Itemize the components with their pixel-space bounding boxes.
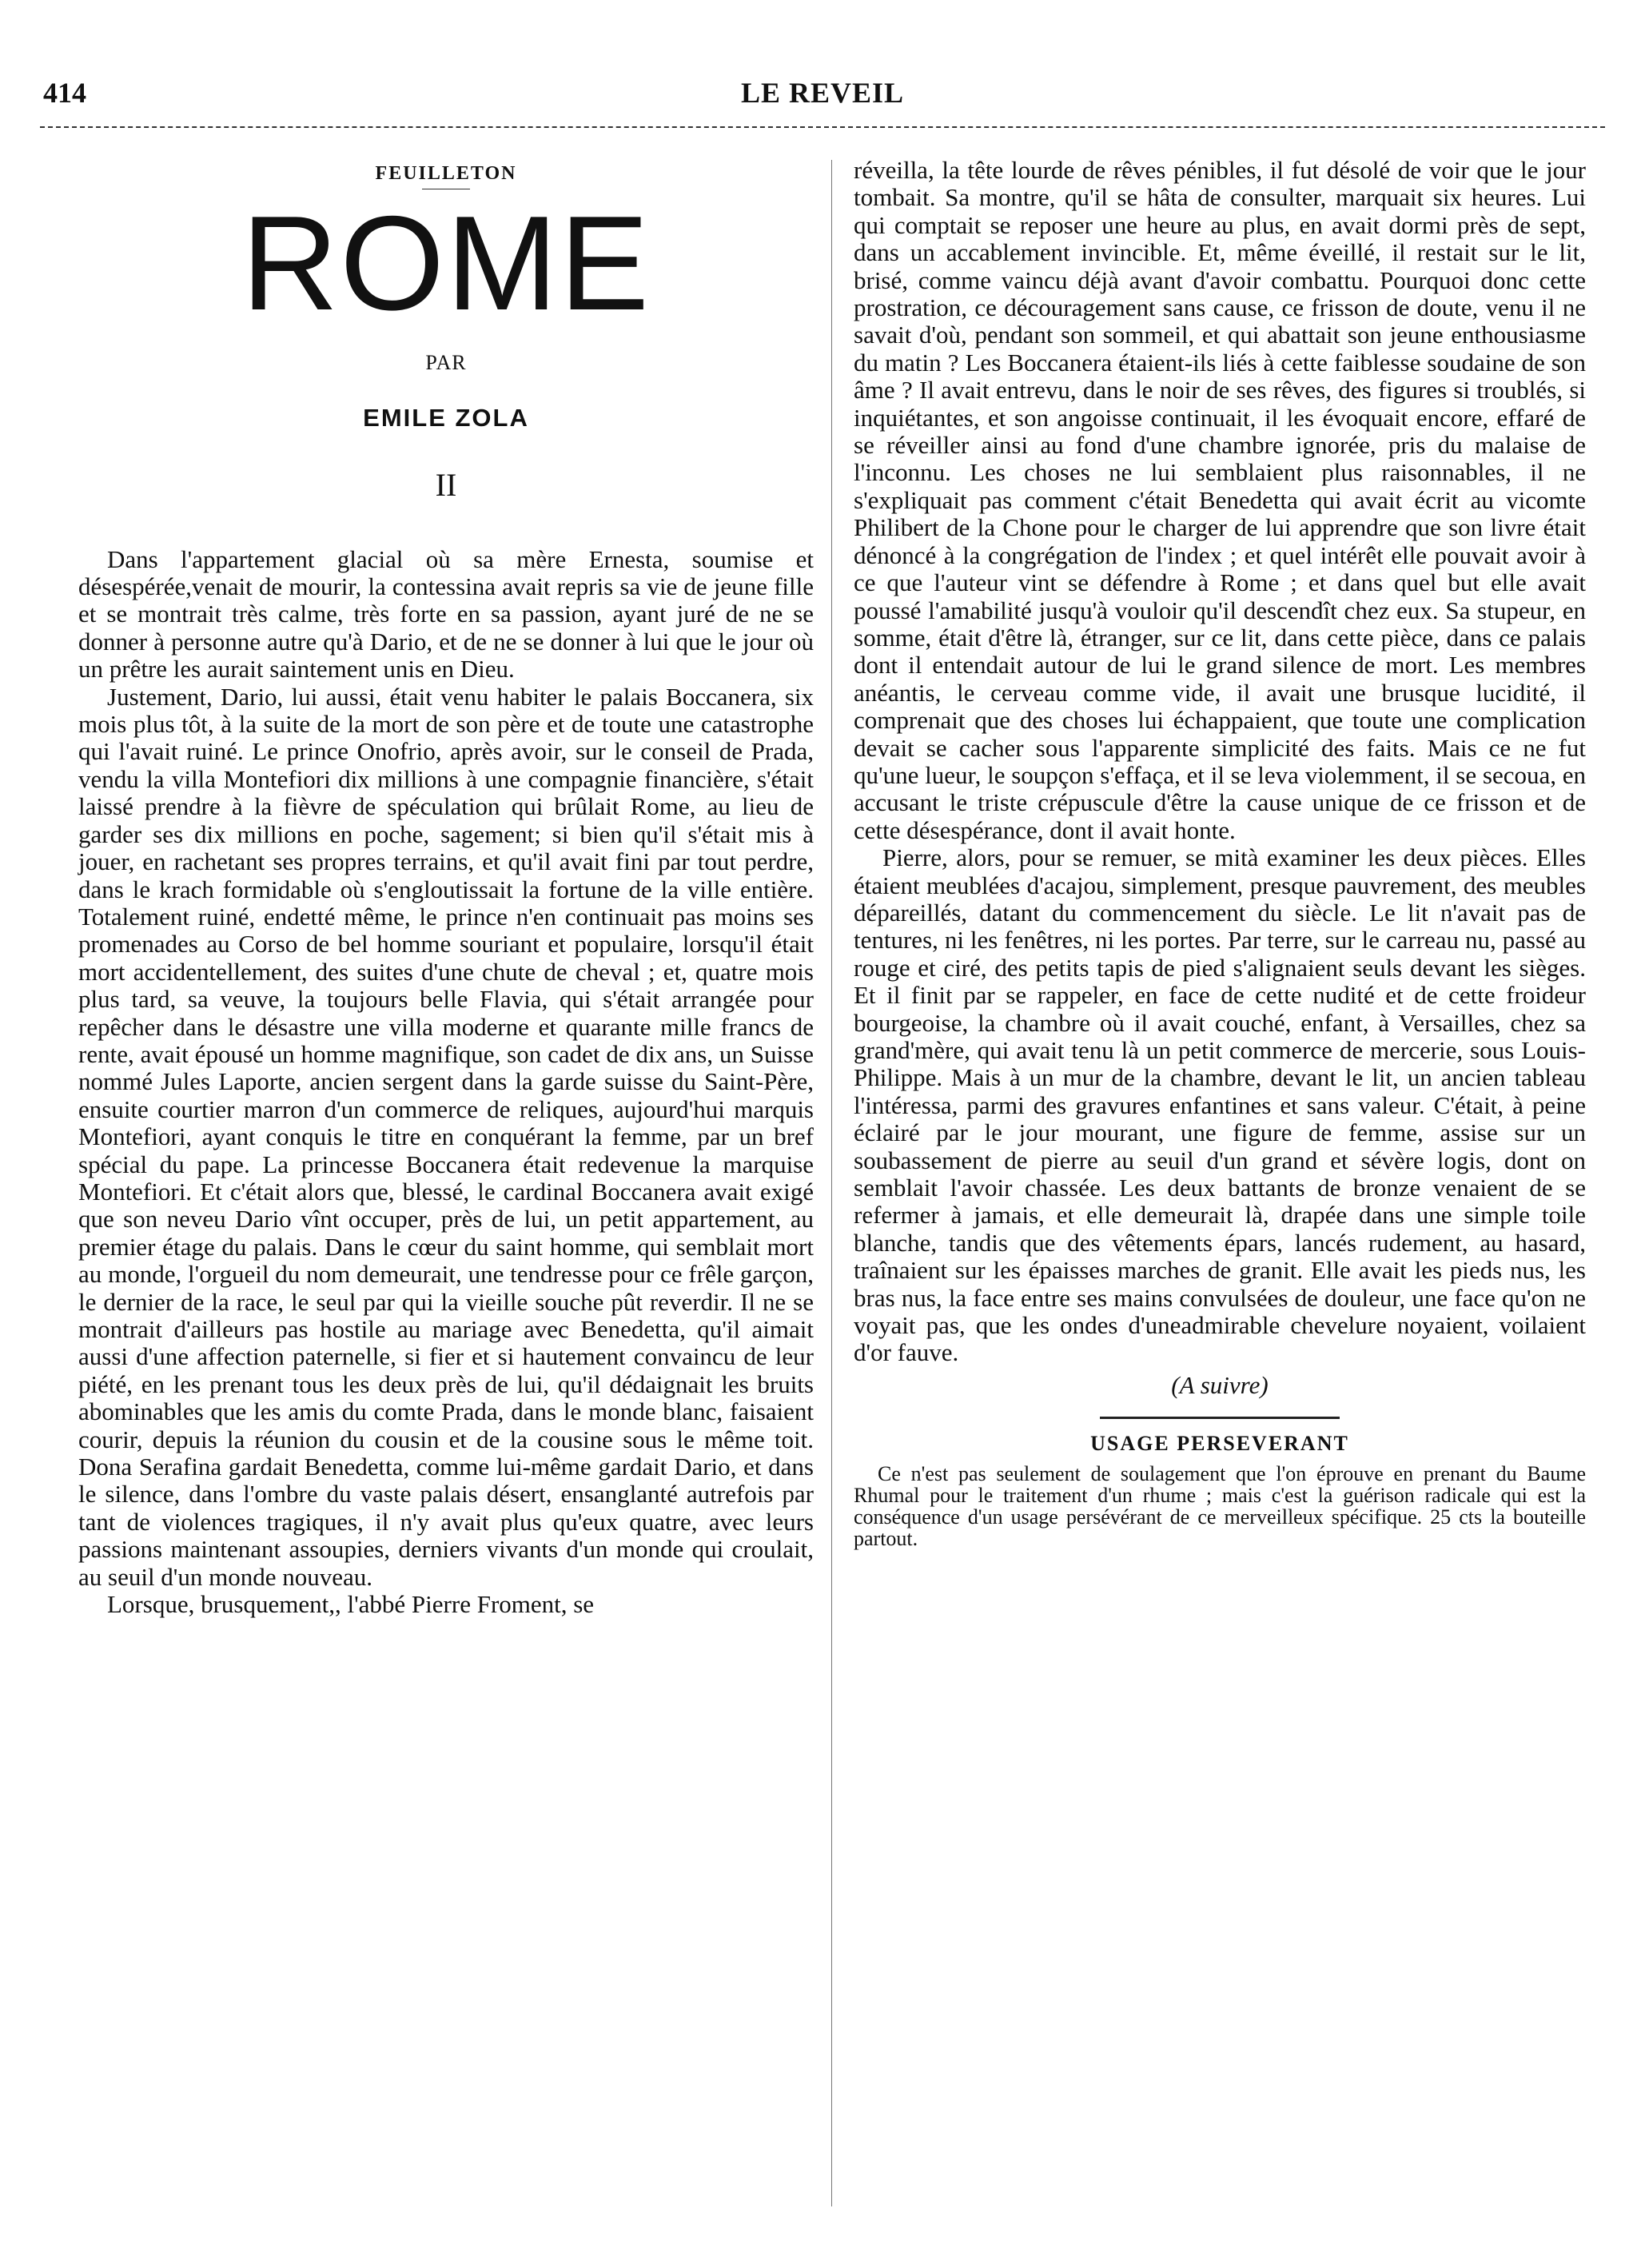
paragraph: Dans l'appartement glacial où sa mère Ernesta, soumise et désespérée,venait de mourir, la contessina avait repris sa vie de jeune fille et se montrait très calme, très forte en sa passion, ayant juré de ne se donner à personne autre qu'à Dario, et de ne se donner à lui que le jour où un prêtre les aurait saintement unis en Dieu.	[78, 544, 814, 684]
to-be-continued: (A suivre)	[1171, 1370, 1269, 1399]
author-name: EMILE ZOLA	[363, 403, 529, 432]
paragraph: réveilla, la tête lourde de rêves pénibles, il fut désolé de voir que le jour tombait. Sa montre, qu'il se hâta de consulter, marquait six heures. Lui qui comptait se reposer une heure au plus, en avait dormi près de sept, dans un accablement invincible. Et, même éveillé, il restait sur le lit, brisé, comme vaincu déjà avant d'avoir combattu. Pourquoi donc cette prostration, ce découragement sans cause, ce frisson de doute, venu il ne savait d'où, pendant son sommeil, et qui abattait son jeune enthousiasme du matin ? Les Boccanera étaient-ils liés à cette faiblesse soudaine de son âme ? Il avait entrevu, dans le noir de ses rêves, des figures si troublés, si inquiétantes, et son angoisse continuait, il les évoquait encore, effaré de se réveiller ainsi au fond d'une chambre ignorée, pris du malaise de l'inconnu. Les choses ne lui semblaient plus raisonnables, il ne s'expliquait pas comment c'était Benedetta qui avait écrit au vicomte Philibert de la Chone pour le charger de lui apprendre que son livre était dénoncé à la congrégation de l'index ; et quel intérêt elle pouvait avoir à ce que l'auteur vint se défendre à Rome ; et dans quel but elle avait poussé l'amabilité jusqu'à vouloir qu'il descendît chez eux. Sa stupeur, en somme, était d'être là, étranger, sur ce lit, dans cette pièce, dans ce palais dont il entendait autour de lui le grand silence de mort. Les membres anéantis, le cerveau comme vide, il avait une brusque lucidité, il comprenait que des choses lui échappaient, que toute une complication devait se cacher sous l'apparente simplicité des faits. Mais ce ne fut qu'une lueur, le soupçon s'effaça, et il se leva violemment, il se secoua, en accusant le triste crépuscule d'être la cause unique de ce frisson et de cette désespérance, dont il avait honte.	[854, 156, 1586, 844]
page-number: 414	[43, 77, 86, 109]
left-column	[78, 160, 814, 1618]
column-divider	[831, 160, 832, 2206]
chapter-number: II	[435, 467, 457, 504]
advertisement-body: Ce n'est pas seulement de soulagement que l'on éprouve en prenant du Baume Rhumal pour le traitement d'un rhume ; mais c'est la guérison radicale qui est la conséquence d'un usage persévérant de ce merveilleux spécifique. 25 cts la bouteille partout.	[854, 1461, 1586, 1550]
feuilleton-label	[78, 160, 814, 189]
journal-title: LE REVEIL	[740, 77, 905, 109]
page-header	[40, 76, 1605, 124]
header-divider	[40, 126, 1605, 128]
paragraph: Justement, Dario, lui aussi, était venu habiter le palais Boccanera, six mois plus tôt, à la suite de la mort de son père et de toute une catastrophe qui l'avait ruiné. Le prince Onofrio, après avoir, sur le conseil de Prada, vendu la villa Montefiori dix millions à une compagnie financière, s'était laissé prendre à la fièvre de spéculation qui brûlait Rome, au lieu de garder ses dix millions en poche, sagement; si bien qu'il s'était mis à jouer, en rachetant ses propres terrains, et qu'il avait fini par tout perdre, dans le krach formidable où s'engloutissait la fortune de la ville entière. Totalement ruiné, endetté même, le prince n'en continuait pas moins ses promenades au Corso de bel homme souriant et populaire, lorsqu'il était mort accidentellement, des suites d'une chute de cheval ; et, quatre mois plus tard, sa veuve, la toujours belle Flavia, qui s'était arrangée pour repêcher dans le désastre une villa moderne et quarante mille francs de rente, avait épousé un homme magnifique, son cadet de dix ans, un Suisse nommé Jules Laporte, ancien sergent dans la garde suisse du Saint-Père, ensuite courtier marron d'un commerce de reliques, aujourd'hui marquis Montefiori, ayant conquis le titre en conquérant la femme, par un bref spécial du pape. La princesse Boccanera était redevenue la marquise Montefiori. Et c'était alors que, blessé, le cardinal Boccanera avait exigé que son neveu Dario vînt occuper, près de lui, un petit appartement, au premier étage du palais. Dans le cœur du saint homme, qui semblait mort au monde, l'orgueil du nom demeurait, une tendresse pour ce frêle garçon, le dernier de la race, le seul par qui la vieille souche pût reverdir. Il ne se montrait d'ailleurs pas hostile au mariage avec Benedetta, qu'il aimait aussi d'une affection paternelle, si fier et si hautement convaincu de leur piété, en les prenant tous les deux près de lui, qu'il dédaignait les bruits abominables que les amis du comte Prada, dans le monde blanc, faisaient courir, depuis la réunion du cousin et de la cousine sous le même toit. Dona Serafina gardait Benedetta, comme lui-même gardait Dario, et dans le silence, dans l'ombre du vaste palais désert, ensanglanté autrefois par tant de violences tragiques, il n'y avait plus qu'eux quatre, avec leurs passions maintenant assoupies, derniers vivants d'un monde qui croulait, au seuil d'un monde nouveau.	[78, 682, 814, 1591]
paragraph: Pierre, alors, pour se remuer, se mità examiner les deux pièces. Elles étaient meublées d'acajou, simplement, presque pauvrement, des meubles dépareillés, datant du commencement du siècle. Le lit n'avait pas de tentures, ni les fenêtres, ni les portes. Par terre, sur le carreau nu, passé au rouge et ciré, des petits tapis de pied s'alignaient seuls devant les sièges. Et il finit par se rappeler, en face de cette nudité et de cette froideur bourgeoise, la chambre où il avait couché, enfant, à Versailles, chez sa grand'mère, qui avait tenu là un petit commerce de mercerie, sous Louis-Philippe. Mais à un mur de la chambre, devant le lit, un ancien tableau l'intéressa, parmi des gravures enfantines et sans valeur. C'était, à peine éclairé par le jour mourant, une figure de femme, assise sur un soubassement de pierre au seuil d'un grand et sévère logis, dont on semblait l'avoir chassée. Les deux battants de bronze venaient de se refermer à jamais, et elle demeurait là, drapée dans une simple toile blanche, tandis que des vêtements épars, lancés rudement, au hasard, traînaient sur les épaisses marches de granit. Elle avait les pieds nus, les bras nus, la face entre ses mains convulsées de douleur, une face qu'on ne voyait pas, que les ondes d'uneadmirable chevelure noyaient, voilaient d'or fauve.	[854, 843, 1586, 1367]
advertisement-title: USAGE PERSEVERANT	[1090, 1432, 1349, 1456]
feuilleton-label-text: FEUILLETON	[375, 163, 517, 184]
right-column	[854, 157, 1586, 1549]
by-line: PAR	[425, 351, 467, 375]
novel-title: ROME	[241, 188, 651, 339]
paragraph: Lorsque, brusquement,, l'abbé Pierre Froment, se	[107, 1590, 595, 1619]
